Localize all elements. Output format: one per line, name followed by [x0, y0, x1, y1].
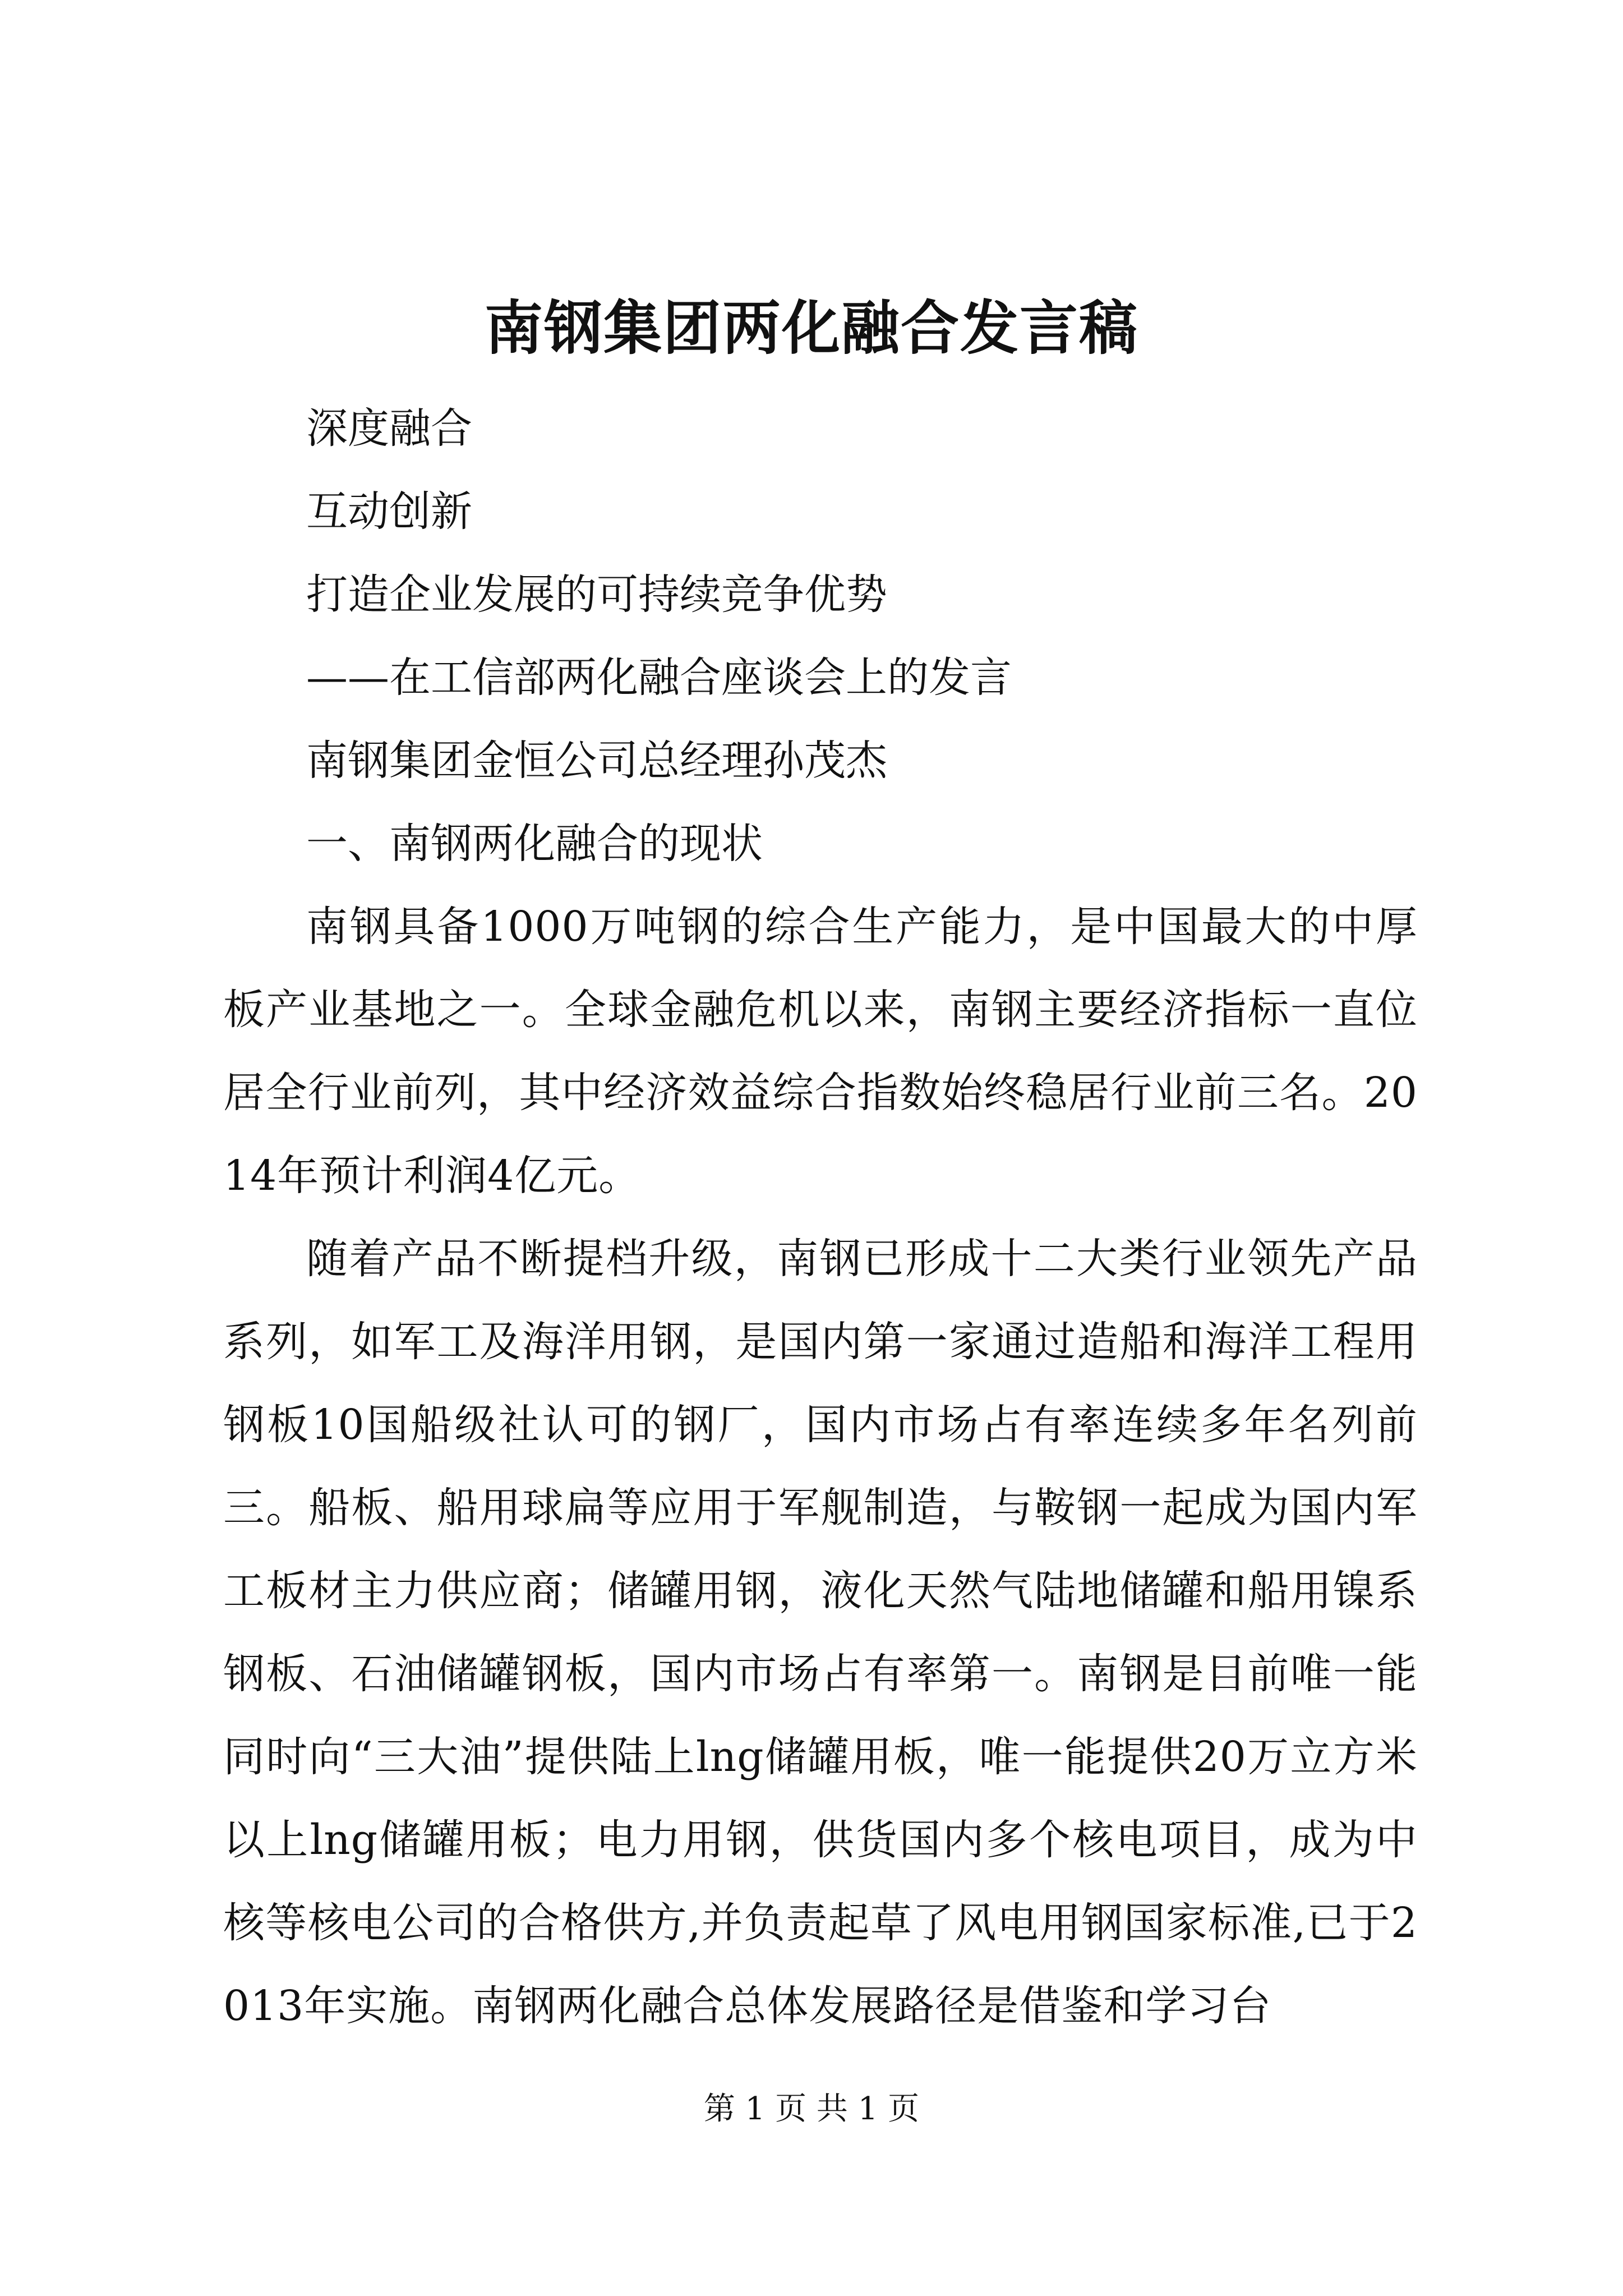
- section-heading: 一、南钢两化融合的现状: [306, 820, 763, 868]
- paragraph: 随着产品不断提档升级，南钢已形成十二大类行业领先产品系列，如军工及海洋用钢，是国内第一家通过造船和海洋工程用钢板10国船级社认可的钢厂，国内市场占有率连续多年名列前三。船板、船用球扁等应用于军舰制造，与鞍钢一起成为国内军工板材主力供应商；储罐用钢，液化天然气陆地储罐和船用镍系钢板、石油储罐钢板，国内市场占有率第一。南钢是目前唯一能同时向“三大油”提供陆上lng储罐用板，唯一能提供20万立方米以上lng储罐用板；电力用钢，供货国内多个核电项目，成为中核等核电公司的合格供方,并负责起草了风电用钢国家标准,已于2013年实施。南钢两化融合总体发展路径是借鉴和学习台: [223, 1235, 1418, 2030]
- heading-line: 打造企业发展的可持续竞争优势: [306, 570, 887, 619]
- subtitle-line: ——在工信部两化融合座谈会上的发言: [306, 654, 1012, 702]
- heading-line: 互动创新: [306, 487, 472, 536]
- document-title: 南钢集团两化融合发言稿: [484, 293, 1138, 362]
- heading-line: 深度融合: [306, 404, 472, 453]
- author-line: 南钢集团金恒公司总经理孙茂杰: [306, 737, 887, 785]
- page-number-footer: 第 1 页 共 1 页: [703, 2091, 920, 2127]
- document-body: [223, 387, 1418, 2047]
- paragraph: 南钢具备1000万吨钢的综合生产能力，是中国最大的中厚板产业基地之一。全球金融危机以来，南钢主要经济指标一直位居全行业前列，其中经济效益综合指数始终稳居行业前三名。2014年预计利润4亿元。: [223, 903, 1418, 1200]
